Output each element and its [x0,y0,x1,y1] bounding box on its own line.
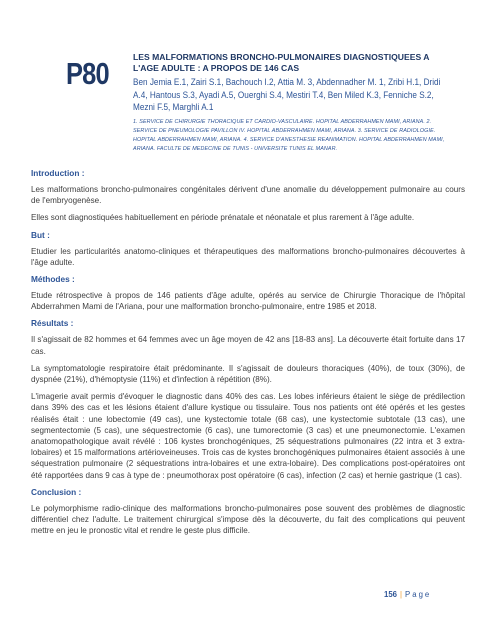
resultats-paragraph-1: Il s'agissait de 82 hommes et 64 femmes avec un âge moyen de 42 ans [18-83 ans]. La découverte était fortuite dans 17 cas. [31,335,465,356]
author-list: Ben Jemia E.1, Zairi S.1, Bachouch I.2, Attia M. 3, Abdennadher M. 1, Zribi H.1, Dridi A.4, Hantous S.3, Ayadi A.5, Ouerghi S.4, Mestiri T.4, Ben Miled K.3, Fenniche S.2, Mezni F.5, Marghli A.1 [133,77,441,112]
section-heading-methodes: Méthodes : [31,274,75,285]
intro-paragraph-1: Les malformations broncho-pulmonaires congénitales dérivent d'une anomalie du développement pulmonaire au cours de l'embryogenèse. [31,185,465,206]
affiliations: 1. SERVICE DE CHIRURGIE THORACIQUE ET CARDIO-VASCULAIRE. HOPITAL ABDERRAHMEN MAMI, ARIANA. 2. SERVICE DE PNEUMOLOGIE PAVILLON IV. HOPITAL ABDERRAHMEN MAMI, ARIANA. 3. SERVICE DE RADIOLOGIE. HOPITAL ABDERRAHMEN MAMI, ARIANA. 4. SERVICE D'ANESTHESIE REANIMATION. HOPITAL ABDERRAHMEN MAMI, ARIANA. FACULTE DE MEDECINE DE TUNIS - UNIVERSITE TUNIS EL MANAR. [133,118,445,152]
resultats-paragraph-3: L'imagerie avait permis d'évoquer le diagnostic dans 40% des cas. Les lobes inférieurs étaient le siège de prédilection dans 39% des cas et les lésions étaient d'allure kystique ou tissulaire. Tous nos patients ont été opérés et les gestes réalisés était : une lobectomie (49 cas), une kystectomie totale (68 cas), une kystectomie subtotale (13 cas), une segmentectomie (5 cas), une séquestrectomie (6 cas), une tumorectomie (3 cas) et une pneumonectomie. L'examen anatomopathologique avait révélé : 106 kystes bronchogéniques, 25 séquestrations pulmonaires (22 intra et 3 extra-lobaires) et 15 malformations artérioveineuses. Trois cas de kystes bronchogéniques pulmonaires étaient associés à une séquestration pulmonaire (2 séquestrations intra-lobaires et une extra-lobaire). Des complications post-opératoires ont été rapportées dans 9 cas à type de : pneumothorax post opératoire (6 cas), infection (2 cas) et hernie gastrique (1 cas). [31,392,465,480]
footer-separator: | [400,590,403,599]
resultats-paragraph-2: La symptomatologie respiratoire était prédominante. Il s'agissait de douleurs thoraciques (40%), de toux (30%), de dyspnée (21%), d'hémoptysie (11%) et d'infection à répétition (8%). [31,363,465,385]
title-block [133,52,448,154]
intro-paragraph-2: Elles sont diagnostiquées habituellement en période prénatale et néonatale et plus rarement à l'âge adulte. [31,213,415,223]
methodes-paragraph: Etude rétrospective à propos de 146 patients d'âge adulte, opérés au service de Chirurgie Thoracique de l'hôpital Abderrahmen Mami de l'Ariana, pour une malformation broncho-pulmonaire, entre 1985 et 2018. [31,291,465,312]
section-heading-but: But : [31,229,50,240]
conclusion-paragraph: Le polymorphisme radio-clinique des malformations broncho-pulmonaires pose souvent des problèmes de diagnostic différentiel chez l'adulte. Le traitement chirurgical s'impose dès la découverte, du fait des complications qui peuvent mettre en jeu le pronostic vital et rendre le geste plus difficile. [31,503,465,536]
section-heading-resultats: Résultats : [31,318,74,329]
page-label: Page [405,590,432,599]
poster-code: P80 [66,56,109,91]
page-number: 156 [384,590,398,599]
abstract-title: LES MALFORMATIONS BRONCHO-PULMONAIRES DIAGNOSTIQUEES A L'AGE ADULTE : A PROPOS DE 146 CAS [133,52,430,73]
page-footer [384,590,431,599]
section-heading-introduction: Introduction : [31,168,85,178]
section-heading-conclusion: Conclusion : [31,486,82,497]
but-paragraph: Etudier les particularités anatomo-cliniques et thérapeutiques des malformations broncho-pulmonaires découvertes à l'âge adulte. [31,246,465,267]
abstract-body [31,168,465,542]
